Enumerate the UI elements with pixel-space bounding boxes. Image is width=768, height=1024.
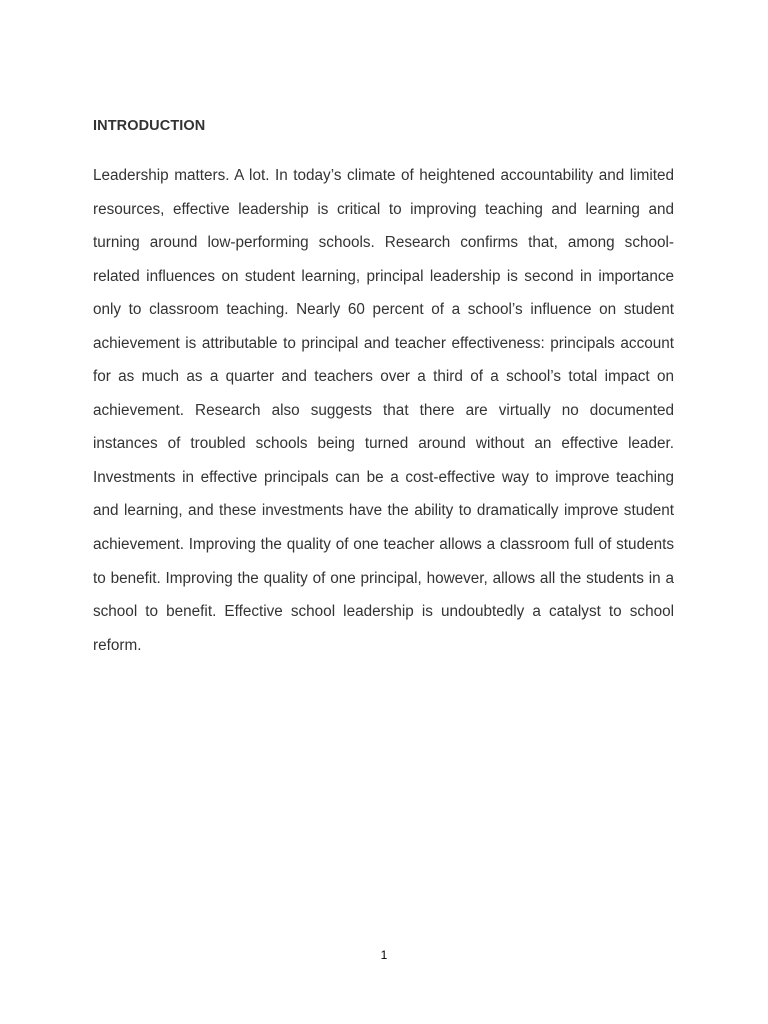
body-paragraph: Leadership matters. A lot. In today’s climate of heightened accountability and limited resources, effective leadership is critical to improving teaching and learning and turning around low-performing schools. Research confirms that, among school-related influences on student learning, principal leadership is second in importance only to classroom teaching. Nearly 60 percent of a school’s influence on student achievement is attributable to principal and teacher effectiveness: principals account for as much as a quarter and teachers over a third of a school’s total impact on achievement. Research also suggests that there are virtually no documented instances of troubled schools being turned around without an effective leader. Investments in effective principals can be a cost-effective way to improve teaching and learning, and these investments have the ability to dramatically improve student achievement. Improving the quality of one teacher allows a classroom full of students to benefit. Improving the quality of one principal, however, allows all the students in a school to benefit. Effective school leadership is undoubtedly a catalyst to school reform.	[93, 167, 674, 654]
page-number: 1	[380, 948, 388, 962]
section-heading: INTRODUCTION	[93, 118, 206, 134]
